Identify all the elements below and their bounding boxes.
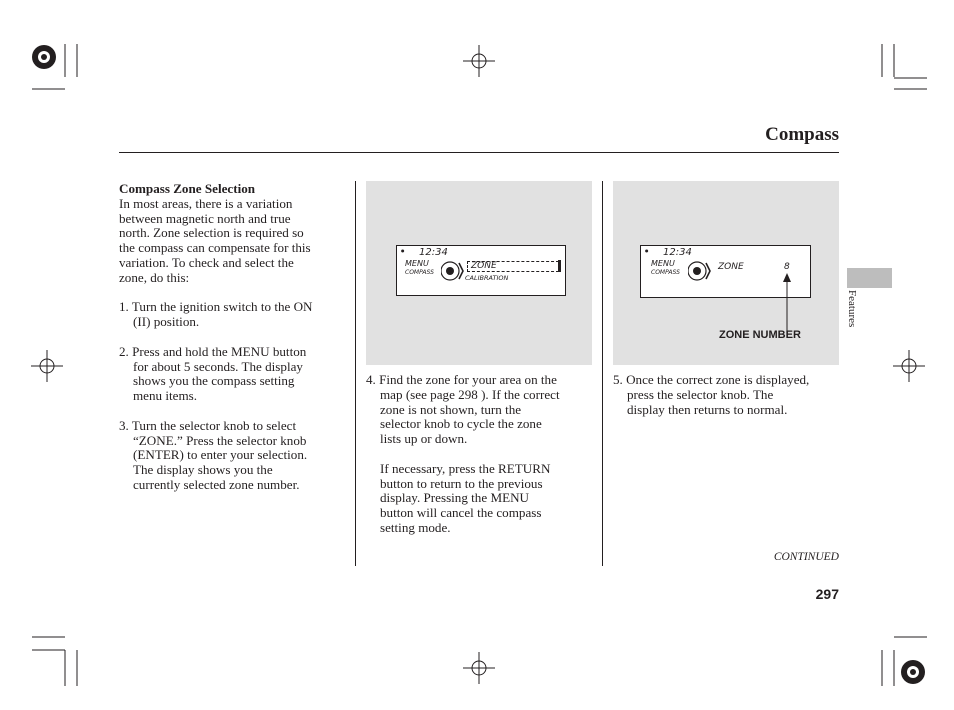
intro-line: between magnetic north and true: [119, 210, 291, 226]
section-tab-label: [846, 290, 860, 350]
page-title: Compass: [765, 124, 839, 145]
step-2-line: shows you the compass setting: [133, 373, 295, 389]
lcd-compass: COMPASS: [405, 269, 434, 276]
note-line: display. Pressing the MENU: [380, 490, 529, 506]
continued-label: CONTINUED: [773, 551, 839, 563]
intro-line: variation. To check and select the: [119, 254, 294, 270]
column-divider: [602, 181, 603, 566]
step-4-line: map (see page 298 ). If the correct: [380, 386, 560, 402]
intro-line: north. Zone selection is required so: [119, 225, 304, 241]
note-line: button to return to the previous: [380, 475, 543, 491]
selector-knob-icon: [688, 254, 714, 288]
step-3-line: (ENTER) to enter your selection.: [133, 447, 308, 463]
figure-calibration-display: [366, 181, 592, 365]
intro-line: the compass can compensate for this: [119, 240, 311, 256]
lcd-clock-icon: ●: [401, 248, 405, 253]
step-5-line: 5. Once the correct zone is displayed,: [613, 372, 810, 387]
step-3-line: “ZONE.” Press the selector knob: [133, 432, 307, 448]
title-rule: [119, 152, 839, 153]
left-column: [119, 182, 351, 493]
step-4-line: lists up or down.: [380, 431, 468, 447]
lcd-menu: MENU: [405, 259, 429, 268]
lcd-zone: ZONE: [471, 261, 497, 271]
step-4-line: 4. Find the zone for your area on the: [366, 372, 557, 387]
step-3-line: 3. Turn the selector knob to select: [119, 417, 297, 433]
step-1-line: 1. Turn the ignition switch to the ON: [119, 299, 313, 315]
page-number: 297: [815, 586, 839, 602]
step-3-line: The display shows you the: [133, 462, 273, 478]
section-tab: [847, 268, 892, 288]
step-3-line: currently selected zone number.: [133, 476, 300, 492]
lcd-clock: 12:34: [663, 247, 692, 258]
section-heading: Compass Zone Selection: [119, 181, 256, 196]
selector-knob-icon: [441, 254, 467, 288]
right-column: [613, 373, 845, 417]
step-5-line: display then returns to normal.: [627, 401, 788, 417]
note-line: button will cancel the compass: [380, 505, 542, 521]
lcd-calibration: CALIBRATION: [465, 274, 509, 282]
lcd-menu: MENU: [651, 259, 675, 268]
note-line: setting mode.: [380, 519, 451, 535]
step-2-line: 2. Press and hold the MENU button: [119, 343, 307, 359]
note-line: If necessary, press the RETURN: [380, 460, 551, 476]
scroll-indicator: [558, 260, 561, 272]
step-5-line: press the selector knob. The: [627, 386, 774, 402]
intro-line: In most areas, there is a variation: [119, 195, 293, 211]
step-4-line: zone is not shown, turn the: [380, 401, 522, 417]
section-tab-text: Features: [846, 290, 858, 328]
step-4-line: selector knob to cycle the zone: [380, 416, 542, 432]
intro-line: zone, do this:: [119, 269, 190, 285]
step-2-line: for about 5 seconds. The display: [133, 358, 303, 374]
step-1-line: (II) position.: [133, 314, 200, 330]
zone-number-caption: ZONE NUMBER: [719, 329, 801, 341]
lcd-compass: COMPASS: [651, 269, 680, 276]
step-2-line: menu items.: [133, 388, 198, 404]
lcd-zone-value: 8: [784, 262, 790, 272]
lcd-clock: 12:34: [419, 247, 448, 258]
figure-zone-display: [613, 181, 839, 365]
column-divider: [355, 181, 356, 566]
lcd-display: [396, 245, 566, 296]
lcd-clock-icon: ●: [645, 248, 649, 253]
middle-column: [366, 373, 598, 536]
lcd-zone: ZONE: [718, 262, 744, 272]
zone-pointer-arrow: [781, 273, 793, 333]
